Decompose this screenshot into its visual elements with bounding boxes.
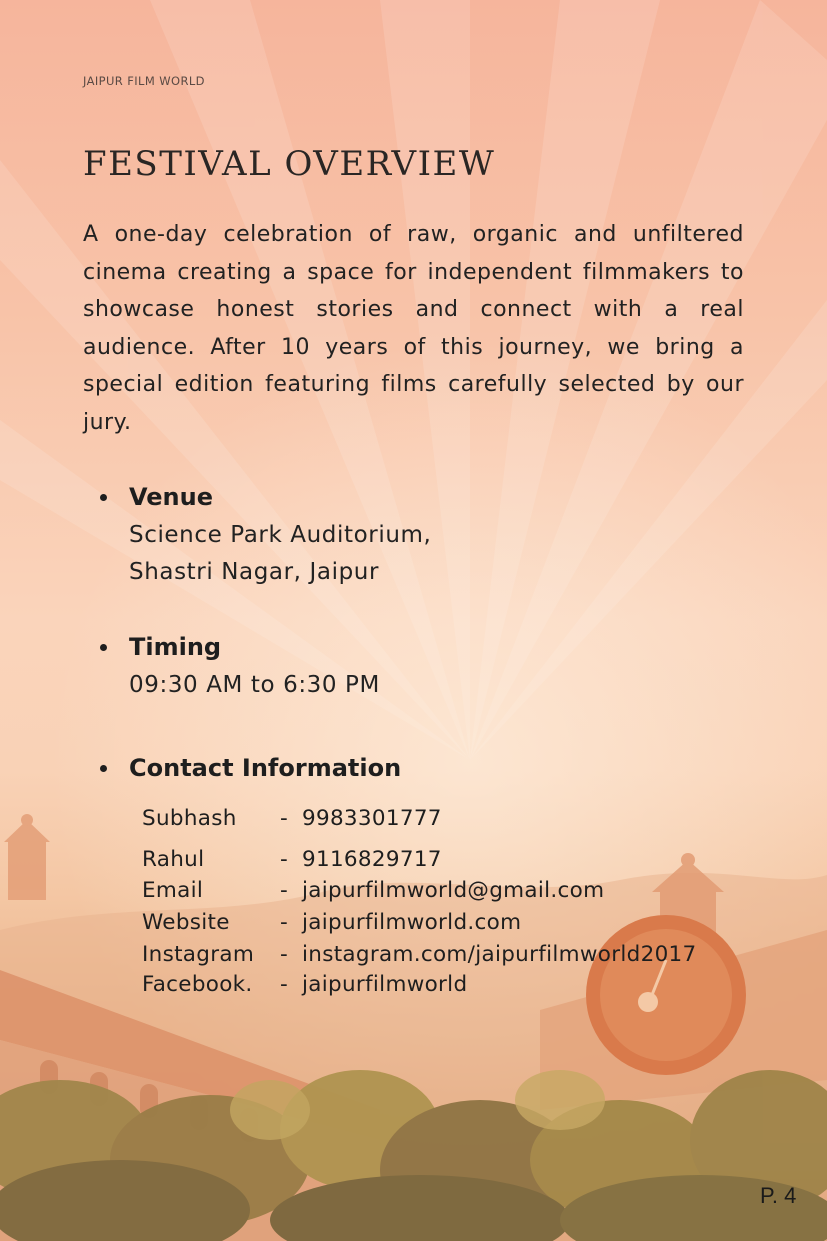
- contact-label: Facebook.: [142, 972, 253, 997]
- running-header: JAIPUR FILM WORLD: [83, 74, 205, 88]
- contact-label: Subhash: [142, 806, 237, 831]
- venue-heading: Venue: [129, 483, 213, 511]
- contact-website[interactable]: jaipurfilmworld.com: [302, 910, 522, 935]
- contact-separator: -: [280, 910, 289, 935]
- section-title: FESTIVAL OVERVIEW: [83, 144, 496, 184]
- contact-label: Instagram: [142, 942, 255, 967]
- contact-row-subhash: [142, 804, 442, 834]
- bullet-icon: [100, 765, 107, 772]
- venue-line-2: Shastri Nagar, Jaipur: [129, 559, 380, 585]
- contact-facebook[interactable]: jaipurfilmworld: [302, 972, 468, 997]
- contact-heading: Contact Information: [129, 754, 402, 782]
- bullet-icon: [100, 494, 107, 501]
- contact-phone: 9116829717: [302, 847, 442, 872]
- contact-email[interactable]: jaipurfilmworld@gmail.com: [302, 878, 605, 903]
- contact-row-website: [142, 908, 521, 938]
- contact-row-facebook: [142, 970, 467, 1000]
- contact-label: Email: [142, 878, 204, 903]
- contact-label: Website: [142, 910, 230, 935]
- contact-row-email: [142, 876, 604, 906]
- contact-phone: 9983301777: [302, 806, 442, 831]
- venue-line-1: Science Park Auditorium,: [129, 522, 432, 548]
- contact-instagram[interactable]: instagram.com/jaipurfilmworld2017: [302, 942, 697, 967]
- contact-separator: -: [280, 806, 289, 831]
- bullet-icon: [100, 644, 107, 651]
- intro-paragraph: A one-day celebration of raw, organic and unfiltered cinema creating a space for independent filmmakers to showcase honest stories and connect with a real audience. After 10 years of this journey, we bring a special edition featuring films carefully selected by our jury.: [83, 222, 744, 435]
- timing-heading: Timing: [129, 633, 222, 661]
- contact-separator: -: [280, 878, 289, 903]
- page-number: P. 4: [760, 1183, 797, 1208]
- contact-separator: -: [280, 972, 289, 997]
- contact-label: Rahul: [142, 847, 205, 872]
- timing-line-1: 09:30 AM to 6:30 PM: [129, 672, 380, 698]
- contact-separator: -: [280, 847, 289, 872]
- contact-row-rahul: [142, 845, 442, 875]
- contact-separator: -: [280, 942, 289, 967]
- contact-row-instagram: [142, 940, 697, 970]
